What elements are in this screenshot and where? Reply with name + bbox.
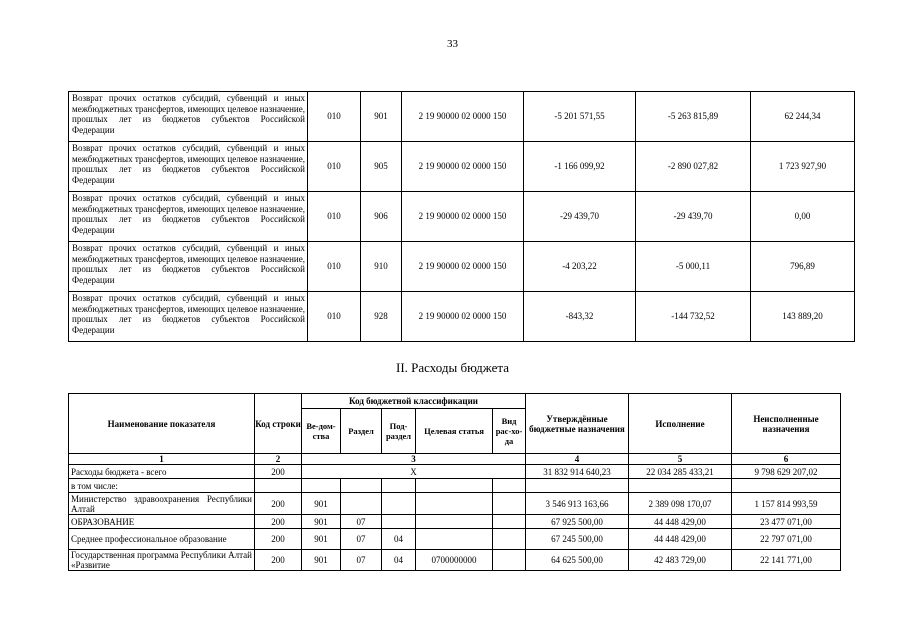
table-row [69,242,855,292]
cell-approved: -4 203,22 [524,242,636,292]
total-approved: 31 832 914 640,23 [526,465,629,479]
cell-line-code: 200 [255,493,302,515]
table-row [69,142,855,192]
cell-unexecuted: 22 141 771,00 [732,550,841,571]
cell-line-code: 010 [308,192,361,242]
column-number: 1 [69,454,255,465]
total-code: X [302,465,526,479]
cell-approved: -29 439,70 [524,192,636,242]
cell-department: 901 [302,493,341,515]
header-unexecuted: Неисполненные назначения [732,394,841,454]
cell-executed: -5 000,11 [636,242,751,292]
cell-department: 901 [302,550,341,571]
cell-expense-type [493,493,526,515]
cell-line-code: 200 [255,515,302,529]
section-title: II. Расходы бюджета [396,360,509,375]
header-expense-type: Вид рас-хо-да [493,409,526,454]
header-target-item: Целевая статья [416,409,493,454]
cell-approved: 67 925 500,00 [526,515,629,529]
cell-department: 901 [302,529,341,550]
column-number: 2 [255,454,302,465]
table-row [69,493,841,515]
column-number: 5 [629,454,732,465]
cell-approved: 64 625 500,00 [526,550,629,571]
cell-subsection: 04 [382,550,416,571]
cell-approved: -843,32 [524,292,636,342]
cell-approved: 67 245 500,00 [526,529,629,550]
cell-name: Министерство здравоохранения Республики Алтай [69,493,255,515]
cell-name: Возврат прочих остатков субсидий, субвенций и иных межбюджетных трансфертов, имеющих целевое назначение, прошлых лет из бюджетов субъектов Российской Федерации [69,142,308,192]
column-number: 6 [732,454,841,465]
cell-admin-code: 905 [361,142,402,192]
cell-budget-code: 2 19 90000 02 0000 150 [402,292,524,342]
cell-section: 07 [341,529,382,550]
cell-unexecuted: 1 157 814 993,59 [732,493,841,515]
total-name: Расходы бюджета - всего [69,465,255,479]
cell-target-item [416,529,493,550]
cell-budget-code: 2 19 90000 02 0000 150 [402,92,524,142]
header-name: Наименование показателя [69,394,255,454]
cell-approved: -1 166 099,92 [524,142,636,192]
cell-unexecuted: 0,00 [751,192,855,242]
page-number: 33 [447,38,458,50]
cell-unexecuted: 62 244,34 [751,92,855,142]
cell-executed: 44 448 429,00 [629,515,732,529]
cell-expense-type [493,550,526,571]
cell-executed: -29 439,70 [636,192,751,242]
cell-name: Возврат прочих остатков субсидий, субвенций и иных межбюджетных трансфертов, имеющих целевое назначение, прошлых лет из бюджетов субъектов Российской Федерации [69,192,308,242]
cell-target-item [416,515,493,529]
revenue-continuation-table [68,91,855,342]
cell-line-code: 010 [308,142,361,192]
cell-subsection: 04 [382,529,416,550]
cell-target-item: 0700000000 [416,550,493,571]
cell-executed: 42 483 729,00 [629,550,732,571]
cell-name: Среднее профессиональное образование [69,529,255,550]
cell-subsection [382,515,416,529]
cell-line-code: 200 [255,529,302,550]
expense-table [68,393,841,571]
subtotal-label-row [69,479,841,493]
cell-admin-code: 928 [361,292,402,342]
cell-executed: 2 389 098 170,07 [629,493,732,515]
cell-section: 07 [341,550,382,571]
cell-budget-code: 2 19 90000 02 0000 150 [402,242,524,292]
cell-unexecuted: 22 797 071,00 [732,529,841,550]
header-department: Ве-дом-ства [302,409,341,454]
header-line-code: Код строки [255,394,302,454]
cell-budget-code: 2 19 90000 02 0000 150 [402,142,524,192]
cell-unexecuted: 23 477 071,00 [732,515,841,529]
in-that-number-label: в том числе: [69,479,255,493]
header-approved: Утверждённые бюджетные назначения [526,394,629,454]
cell-executed: 44 448 429,00 [629,529,732,550]
cell-line-code: 010 [308,242,361,292]
cell-line-code: 010 [308,92,361,142]
table-row [69,192,855,242]
cell-name: Возврат прочих остатков субсидий, субвенций и иных межбюджетных трансфертов, имеющих целевое назначение, прошлых лет из бюджетов субъектов Российской Федерации [69,92,308,142]
cell-department: 901 [302,515,341,529]
cell-expense-type [493,529,526,550]
cell-name: Возврат прочих остатков субсидий, субвенций и иных межбюджетных трансфертов, имеющих целевое назначение, прошлых лет из бюджетов субъектов Российской Федерации [69,292,308,342]
total-row [69,465,841,479]
cell-target-item [416,493,493,515]
column-number: 3 [302,454,526,465]
cell-admin-code: 906 [361,192,402,242]
cell-line-code: 200 [255,550,302,571]
cell-name: Возврат прочих остатков субсидий, субвенций и иных межбюджетных трансфертов, имеющих целевое назначение, прошлых лет из бюджетов субъектов Российской Федерации [69,242,308,292]
total-executed: 22 034 285 433,21 [629,465,732,479]
cell-name: ОБРАЗОВАНИЕ [69,515,255,529]
cell-unexecuted: 796,89 [751,242,855,292]
header-budget-classification: Код бюджетной классификации [302,394,526,409]
cell-subsection [382,493,416,515]
table-row [69,92,855,142]
total-unexecuted: 9 798 629 207,02 [732,465,841,479]
cell-executed: -2 890 027,82 [636,142,751,192]
cell-section: 07 [341,515,382,529]
table-row [69,292,855,342]
header-subsection: Под-раздел [382,409,416,454]
table-row [69,515,841,529]
total-line-code: 200 [255,465,302,479]
cell-executed: -5 263 815,89 [636,92,751,142]
table-row [69,529,841,550]
cell-name: Государственная программа Республики Алтай «Развитие [69,550,255,571]
cell-executed: -144 732,52 [636,292,751,342]
cell-expense-type [493,515,526,529]
column-number: 4 [526,454,629,465]
cell-line-code: 010 [308,292,361,342]
header-section: Раздел [341,409,382,454]
cell-approved: -5 201 571,55 [524,92,636,142]
table-row [69,550,841,571]
cell-admin-code: 910 [361,242,402,292]
cell-approved: 3 546 913 163,66 [526,493,629,515]
cell-unexecuted: 1 723 927,90 [751,142,855,192]
cell-budget-code: 2 19 90000 02 0000 150 [402,192,524,242]
header-executed: Исполнение [629,394,732,454]
cell-unexecuted: 143 889,20 [751,292,855,342]
cell-admin-code: 901 [361,92,402,142]
cell-section [341,493,382,515]
